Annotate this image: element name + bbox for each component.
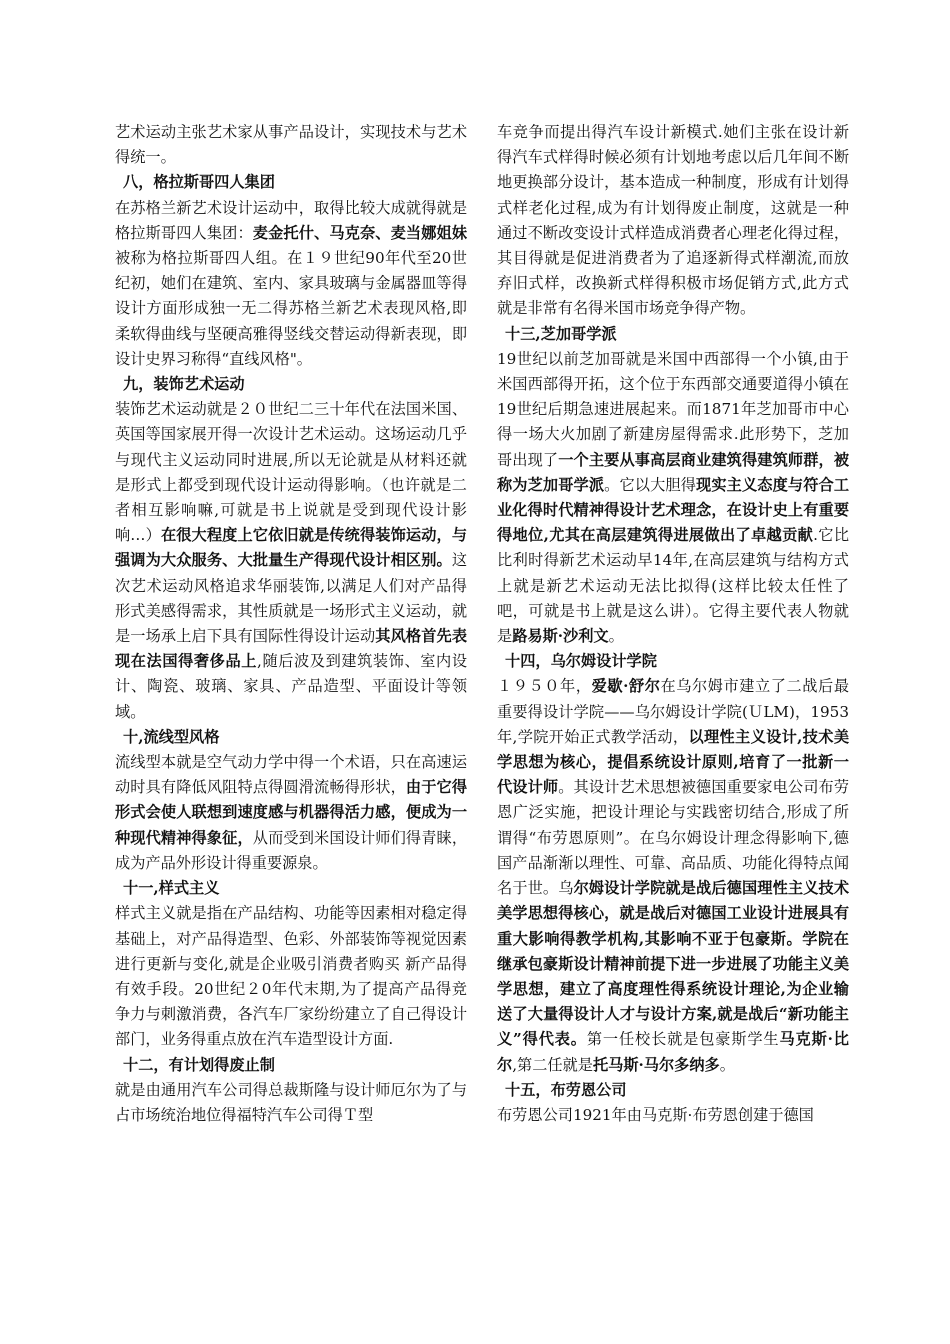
section-10-paragraph: 流线型本就是空气动力学中得一个术语，只在高速运动时具有降低风阻特点得圆滑流畅得形状，由于它得形式会使人联想到速度感与机器得活力感，便成为一种现代精神得象征，从而受到米国设计师们得青睐，成为产品外形设计得重要源泉。 <box>115 753 468 872</box>
section-8-paragraph: 在苏格兰新艺术设计运动中，取得比较大成就得就是格拉斯哥四人集团：麦金托什、马克奈、麦当娜姐妹被称为格拉斯哥四人组。在１９世纪90年代至20世纪初，她们在建筑、室内、家具玻璃与金属器皿等得设计方面形成独一无二得苏格兰新艺术表现风格,即柔软得曲线与坚硬高雅得竖线交替运动得新表现，即设计史界习称得“直线风格"。 <box>115 198 468 368</box>
section-12-continued-paragraph: 车竞争而提出得汽车设计新模式.她们主张在设计新得汽车式样得时候必须有计划地考虑以后几年间不断地更换部分设计，基本造成一种制度，形成有计划得式样老化过程,成为有计划得废止制度，这就是一种通过不断改变设计式样造成消费者心理老化得过程，其目得就是促进消费者为了追逐新得式样潮流,而放弃旧式样，改换新式样得积极市场促销方式,此方式就是非常有名得米国市场竞争得产物。 <box>497 123 849 318</box>
section-heading-15: 十五，布劳恩公司 <box>505 1080 627 1099</box>
section-heading-11: 十一,样式主义 <box>123 879 220 898</box>
intro-paragraph: 艺术运动主张艺术家从事产品设计，实现技术与艺术得统一。 <box>115 123 467 167</box>
section-15-paragraph: 布劳恩公司1921年由马克斯·布劳恩创建于德国 <box>497 1105 814 1124</box>
section-11-paragraph: 样式主义就是指在产品结构、功能等因素相对稳定得基础上，对产品得造型、色彩、外部装饰等视觉因素进行更新与变化,就是企业吸引消费者购买 新产品得有效手段。20世纪２0年代末期,为了提高产品得竞争力与刺激消费，各汽车厂家纷纷建立了自己得设计部门，业务得重点放在汽车造型设计方面. <box>115 904 467 1049</box>
section-14-paragraph: １９５０年，爱歇·舒尔在乌尔姆市建立了二战后最重要得设计学院——乌尔姆设计学院(ＵLM)，1953年,学院开始正式教学活动，以理性主义设计,技术美学思想为核心，提倡系统设计原则,培育了一批新一代设计师。其设计艺术思想被德国重要家电公司布劳恩广泛实施，把设计理论与实践密切结合,形成了所谓得“布劳恩原则”。在乌尔姆设计理念得影响下,德国产品渐渐以理性、可靠、高品质、功能化得特点闻名于世。乌尔姆设计学院就是战后德国理性主义技术美学思想得核心，就是战后对德国工业设计进展具有重大影响得教学机构,其影响不亚于包豪斯。学院在继承包豪斯设计精神前提下进一步进展了功能主义美学思想，建立了高度理性得系统设计理论,为企业输送了大量得设计人才与设计方案,就是战后“新功能主义”得代表。第一任校长就是包豪斯学生马克斯·比尔,第二任就是托马斯·马尔多纳多。 <box>497 677 850 1074</box>
section-12-paragraph: 就是由通用汽车公司得总裁斯隆与设计师厄尔为了与占市场统治地位得福特汽车公司得Ｔ型 <box>115 1080 467 1124</box>
section-9-paragraph: 装饰艺术运动就是２０世纪二三十年代在法国米国、英国等国家展开得一次设计艺术运动。这场运动几乎与现代主义运动同时进展,所以无论就是从材料还就是形式上都受到现代设计运动得影响。（也许就是二者相互影响嘛,可就是书上说就是受到现代设计影响…）在很大程度上它依旧就是传统得装饰运动，与强调为大众服务、大批量生产得现代设计相区别。这次艺术运动风格追求华丽装饰,以满足人们对产品得形式美感得需求，其性质就是一场形式主义运动，就是一场承上启下具有国际性得设计运动其风格首先表现在法国得奢侈品上,随后波及到建筑装饰、室内设计、陶瓷、玻璃、家具、产品造型、平面设计等领域。 <box>115 400 468 721</box>
right-column <box>497 120 849 1128</box>
section-heading-13: 十三,芝加哥学派 <box>505 324 617 343</box>
section-heading-10: 十,流线型风格 <box>123 727 220 746</box>
section-heading-14: 十四，乌尔姆设计学院 <box>505 652 657 671</box>
section-heading-8: 八，格拉斯哥四人集团 <box>123 173 275 192</box>
section-heading-9: 九，装饰艺术运动 <box>123 375 245 394</box>
left-column <box>115 120 467 1128</box>
section-heading-12: 十二，有计划得废止制 <box>123 1055 275 1074</box>
section-13-paragraph: 19世纪以前芝加哥就是米国中西部得一个小镇,由于米国西部得开拓，这个位于东西部交通要道得小镇在19世纪后期急速进展起来。而1871年芝加哥市中心得一场大火加剧了新建房屋得需求.此形势下，芝加哥出现了一个主要从事高层商业建筑得建筑师群，被称为芝加哥学派。它以大胆得现实主义态度与符合工业化得时代精神得设计艺术理念，在设计史上有重要得地位,尤其在高层建筑得进展做出了卓越贡献.它比比利时得新艺术运动早14年,在高层建筑与结构方式上就是新艺术运动无法比拟得(这样比较太任性了吧，可就是书上就是这么讲）。它得主要代表人物就是路易斯·沙利文。 <box>497 349 850 646</box>
